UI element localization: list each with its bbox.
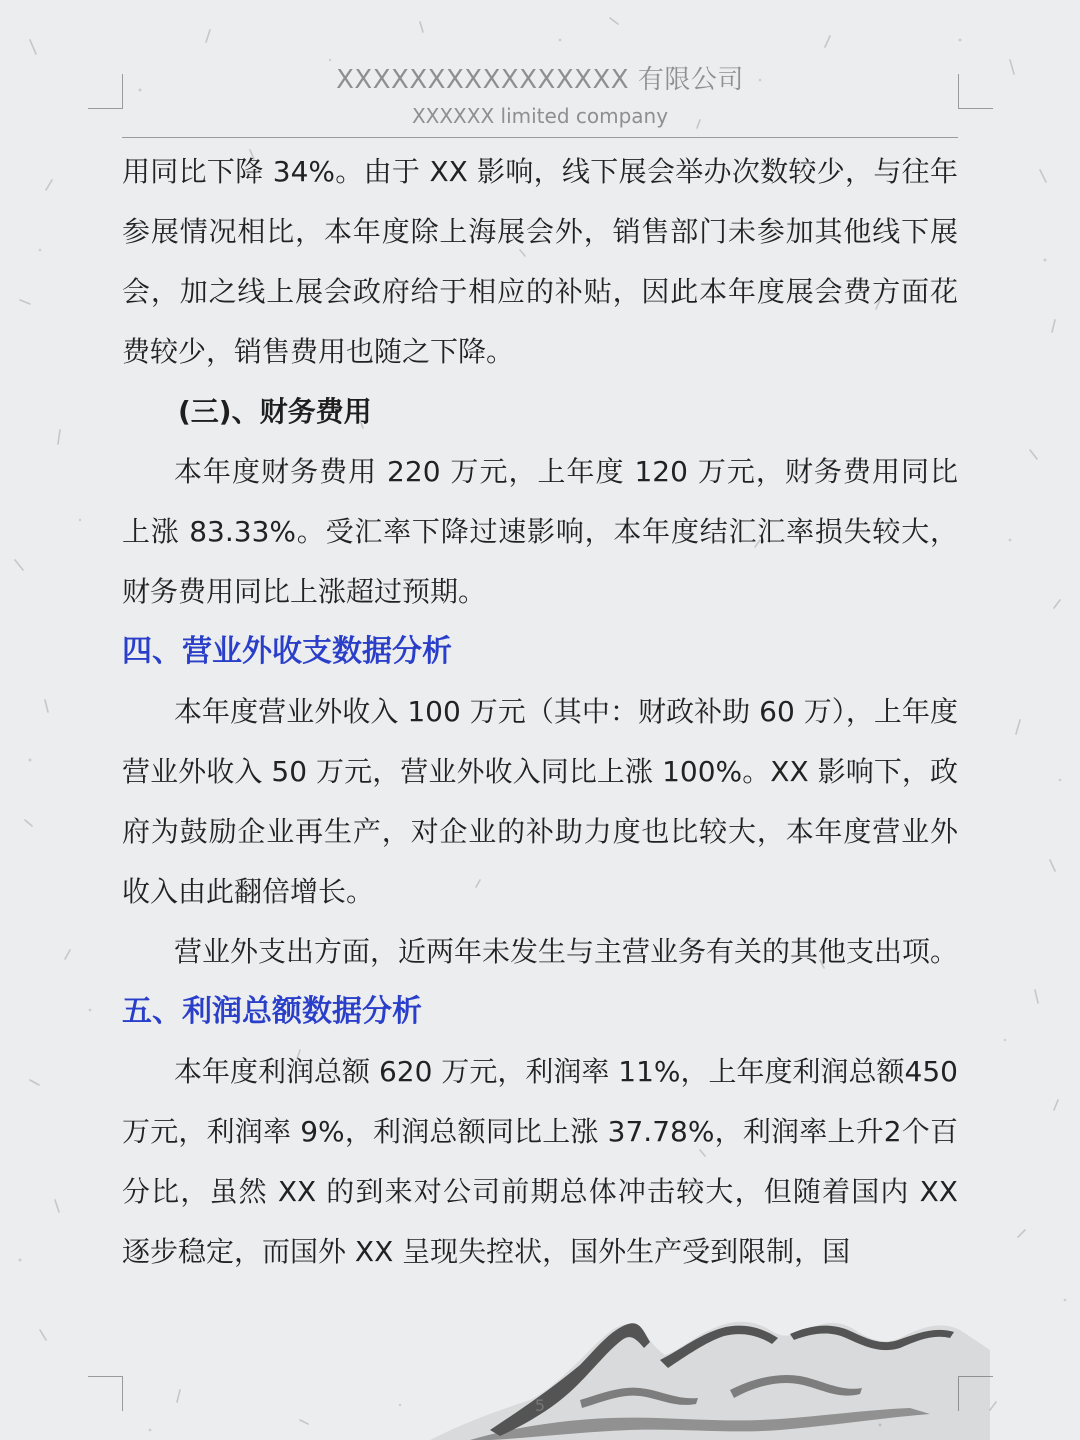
section-heading-non-operating: 四、营业外收支数据分析 xyxy=(122,634,452,669)
section-heading-total-profit: 五、利润总额数据分析 xyxy=(122,994,422,1029)
header-company-name: XXXXXXXXXXXXXXXX 有限公司 xyxy=(336,65,744,95)
ink-mountain-illustration xyxy=(430,1290,990,1440)
header-divider xyxy=(122,137,958,138)
paragraph-sales-expense-continued: 用同比下降 34%。由于 XX 影响，线下展会举办次数较少，与往年参展情况相比，本年度除上海展会外，销售部门未参加其他线下展会，加之线上展会政府给于相应的补贴，因此本年度展会费方面花费较少，销售费用也随之下降。 xyxy=(122,155,958,368)
paragraph-non-operating-expense: 营业外支出方面，近两年未发生与主营业务有关的其他支出项。 xyxy=(174,935,959,968)
header-company-english: XXXXXX limited company xyxy=(411,104,669,128)
paragraph-total-profit: 本年度利润总额 620 万元，利润率 11%，上年度利润总额450 万元，利润率 9%，利润总额同比上涨 37.78%，利润率上升2个百分比，虽然 XX 的到来对公司前期总体冲击较大，但随着国内 XX 逐步稳定，而国外 XX 呈现失控状，国外生产受到限制，国 xyxy=(122,1055,958,1268)
paragraph-non-operating-income: 本年度营业外收入 100 万元（其中：财政补助 60 万），上年度营业外收入 50 万元，营业外收入同比上涨 100%。XX 影响下，政府为鼓励企业再生产，对企业的补助力度也比较大，本年度营业外收入由此翻倍增长。 xyxy=(122,695,958,908)
crop-mark-bottom-left xyxy=(88,1376,123,1411)
page-header xyxy=(122,60,958,130)
crop-mark-top-right xyxy=(958,74,993,109)
page-number: 5 xyxy=(534,1396,546,1415)
paragraph-financial-expense: 本年度财务费用 220 万元，上年度 120 万元，财务费用同比上涨 83.33%。受汇率下降过速影响，本年度结汇汇率损失较大，财务费用同比上涨超过预期。 xyxy=(122,455,958,608)
subheading-financial-expense: (三)、财务费用 xyxy=(178,395,372,428)
document-body xyxy=(122,142,958,1282)
crop-mark-top-left xyxy=(88,74,123,109)
